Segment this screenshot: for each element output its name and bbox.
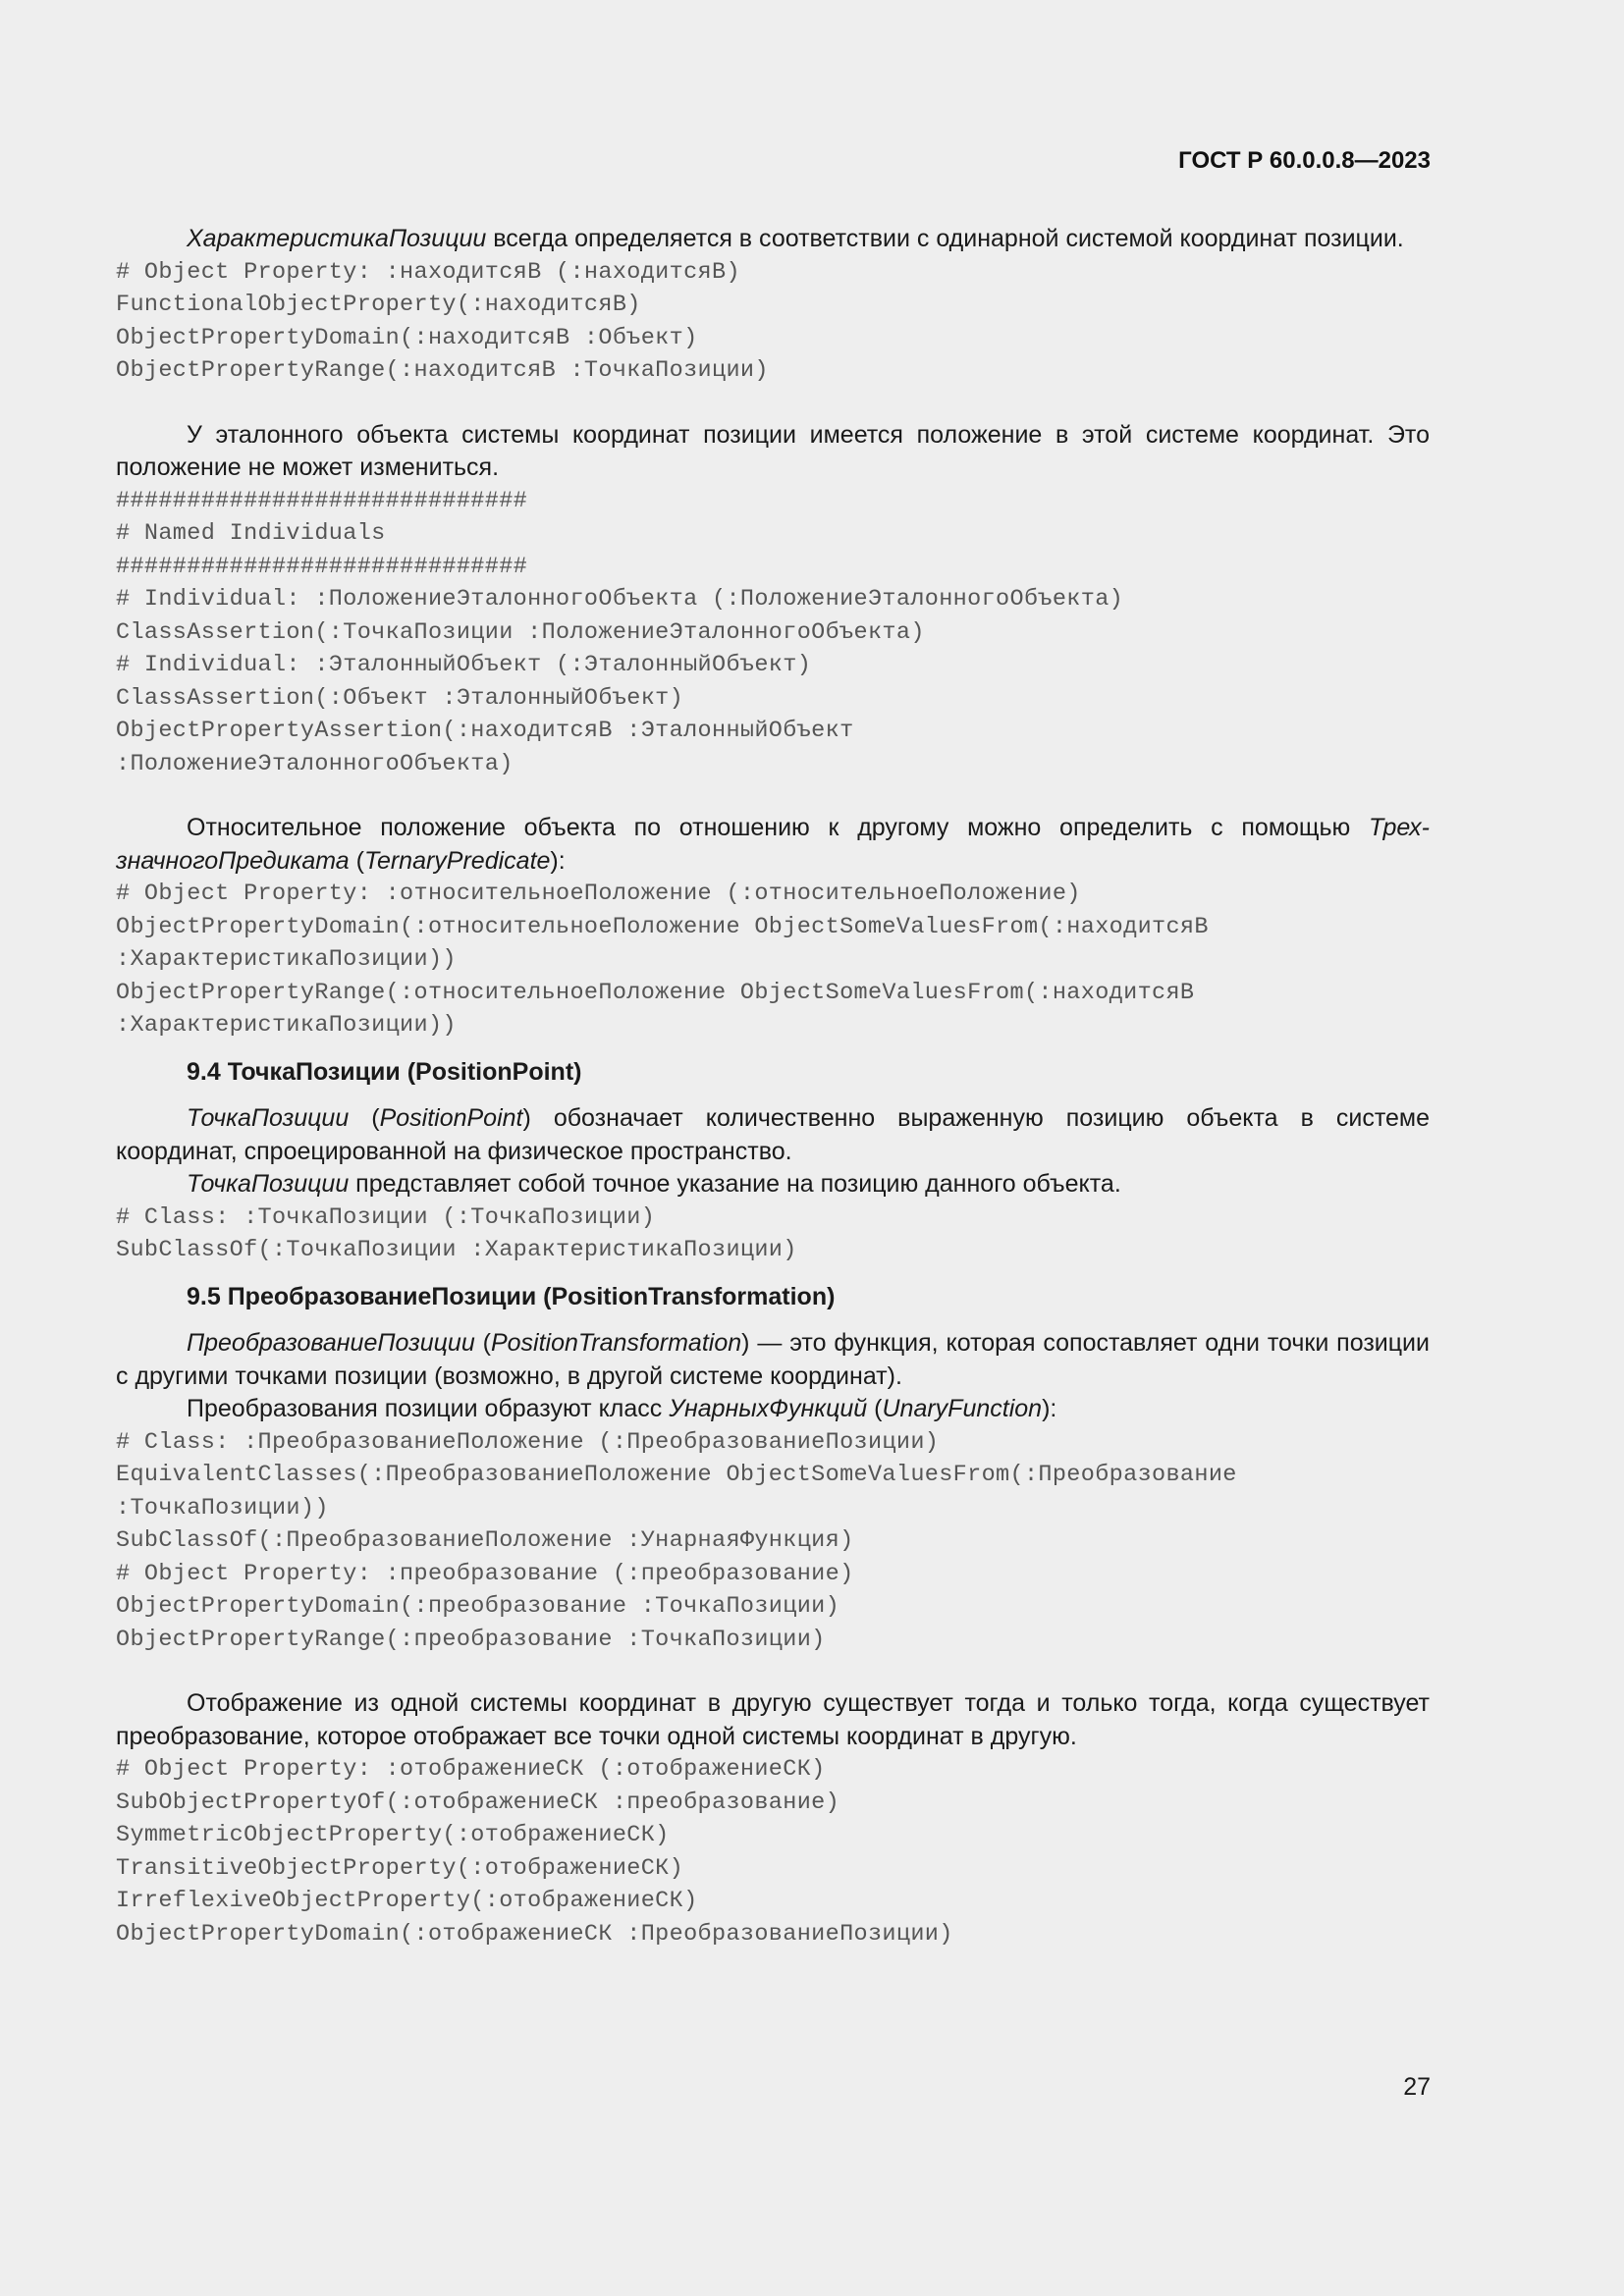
text-run: Отображение из одной системы координат в другую существует тогда и только тогда, когда существует преобразование, которое отображает все точки одной системы координат в другую. [116, 1689, 1430, 1750]
body-paragraph [116, 1393, 1430, 1426]
text-run: ) — это функция, которая сопоставляет одни точки позиции с другими точками позиции (возможно, в другой системе координат). [116, 1329, 1430, 1390]
spacer [116, 1089, 1430, 1102]
italic-term: PositionTransformation [490, 1329, 742, 1357]
code-block: # Object Property: :относительноеПоложение (:относительноеПоложение) ObjectPropertyDomain(:относительноеПоложение ObjectSomeValuesFrom(:находитсяВ :ХарактеристикаПозиции)) ObjectPropertyRange(:относительноеПоложение ObjectSomeValuesFrom(:находитсяВ :ХарактеристикаПозиции)) [116, 881, 1209, 1039]
text-run: представляет собой точное указание на позицию данного объекта. [349, 1170, 1121, 1198]
italic-term: ПреобразованиеПозиции [187, 1329, 475, 1357]
spacer [116, 388, 1430, 419]
code-block: # Class: :ПреобразованиеПоложение (:ПреобразованиеПозиции) EquivalentClasses(:ПреобразованиеПоложение ObjectSomeValuesFrom(:Преобразование :ТочкаПозиции)) SubClassOf(:ПреобразованиеПоложение :УнарнаяФункция) # Object Property: :преобразование (:преобразование) ObjectPropertyDomain(:преобразование :ТочкаПозиции) ObjectPropertyRange(:преобразование :ТочкаПозиции) [116, 1428, 1237, 1653]
italic-term: UnaryFunction [882, 1395, 1043, 1422]
text-run: ( [349, 846, 364, 875]
section-heading: 9.5 ПреобразованиеПозиции (PositionTransformation) [187, 1282, 836, 1310]
text-run: ): [1042, 1395, 1057, 1422]
text-run: ) обозначает количественно выраженную позицию объекта в системе координат, спроецированной на физическое пространство. [116, 1104, 1430, 1165]
code-block: # Class: :ТочкаПозиции (:ТочкаПозиции) SubClassOf(:ТочкаПозиции :ХарактеристикаПозиции) [116, 1203, 797, 1263]
text-run: ): [550, 846, 566, 875]
text-run: ( [349, 1104, 380, 1132]
section-heading: 9.4 ТочкаПозиции (PositionPoint) [187, 1057, 582, 1086]
code-block: ############################# # Named Individuals ############################# # Individual: :ПоложениеЭталонногоОбъекта (:ПоложениеЭталонногоОбъекта) ClassAssertion(:ТочкаПозиции :ПоложениеЭталонногоОбъекта) # Individual: :ЭталонныйОбъект (:ЭталонныйОбъект) ClassAssertion(:Объект :ЭталонныйОбъект) ObjectPropertyAssertion(:находитсяВ :ЭталонныйОбъект :ПоложениеЭталонногоОбъекта) [116, 487, 1124, 777]
body-paragraph [116, 1687, 1430, 1753]
spacer [116, 1042, 1430, 1056]
italic-term: УнарныхФункций [669, 1395, 868, 1422]
page-number: 27 [1403, 2073, 1431, 2101]
text-run: ( [474, 1329, 491, 1357]
text-run: У эталонного объекта системы координат позиции имеется положение в этой системе координат. Это положение не может измениться. [116, 420, 1430, 481]
spacer [116, 1656, 1430, 1687]
body-paragraph [116, 419, 1430, 485]
text-run: Относительное положение объекта по отношению к другому можно определить с помощью [187, 814, 1370, 841]
text-run: ( [867, 1395, 883, 1422]
italic-term: ХарактеристикаПозиции [187, 225, 487, 252]
code-block: # Object Property: :отображениеСК (:отображениеСК) SubObjectPropertyOf(:отображениеСК :преобразование) SymmetricObjectProperty(:отображениеСК) TransitiveObjectProperty(:отображениеСК) IrreflexiveObjectProperty(:отображениеСК) ObjectPropertyDomain(:отображениеСК :ПреобразованиеПозиции) [116, 1756, 953, 1948]
code-block: # Object Property: :находитсяВ (:находитсяВ) FunctionalObjectProperty(:находитсяВ) ObjectPropertyDomain(:находитсяВ :Объект) ObjectPropertyRange(:находитсяВ :ТочкаПозиции) [116, 258, 769, 384]
body-paragraph [116, 812, 1430, 878]
italic-term: TernaryPredicate [363, 846, 551, 875]
text-run: Преобразования позиции образуют класс [187, 1395, 670, 1422]
text-run: всегда определяется в соответствии с одинарной системой координат позиции. [486, 225, 1404, 252]
spacer [116, 780, 1430, 812]
body-paragraph [116, 1102, 1430, 1168]
body-paragraph [116, 1168, 1430, 1201]
spacer [116, 1267, 1430, 1281]
italic-term: ТочкаПозиции [187, 1170, 350, 1198]
italic-term: ТрехзначногоПредиката [116, 814, 1430, 875]
spacer [116, 1313, 1430, 1327]
italic-term: PositionPoint [379, 1104, 523, 1132]
body-paragraph [116, 223, 1430, 256]
body-paragraph [116, 1327, 1430, 1393]
document-body [116, 223, 1430, 1950]
italic-term: ТочкаПозиции [187, 1104, 350, 1132]
document-header: ГОСТ Р 60.0.0.8—2023 [1178, 147, 1431, 174]
